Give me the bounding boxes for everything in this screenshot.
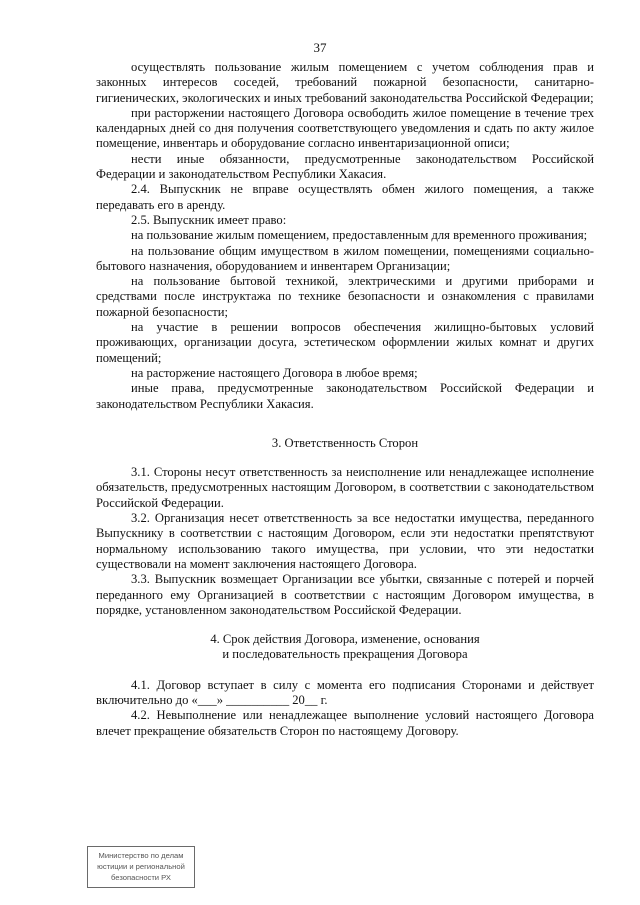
paragraph-2-5: 2.5. Выпускник имеет право: xyxy=(131,212,287,227)
paragraph-use-premises: осуществлять пользование жилым помещением с учетом соблюдения прав и законных интересов соседей, требований пожарной безопасности, санитарно-гигиенических, экологических и иных требований законодательства Российской Федерации; xyxy=(96,60,594,105)
paragraph-4-2: 4.2. Невыполнение или ненадлежащее выполнение условий настоящего Договора влечет прекращение обязательств Сторон по настоящему Договору. xyxy=(96,708,594,738)
right-termination: на расторжение настоящего Договора в любое время; xyxy=(131,365,418,380)
stamp-line-3: безопасности РХ xyxy=(111,873,171,882)
paragraph-3-2: 3.2. Организация несет ответственность за все недостатки имущества, переданного Выпускнику в соответствии с настоящим Договором, если эти недостатки препятствуют нормальному использованию такого имущества, при условии, что эти недостатки существовали на момент заключения настоящего Договора. xyxy=(96,511,594,571)
stamp-line-2: юстиции и региональной xyxy=(97,862,185,871)
right-participation: на участие в решении вопросов обеспечения жилищно-бытовых условий проживающих, организации досуга, эстетическом оформлении жилых комнат и других помещений; xyxy=(96,320,594,365)
paragraph-4-1: 4.1. Договор вступает в силу с момента его подписания Сторонами и действует включительно до «___» __________ 20__ г. xyxy=(96,677,594,707)
section-4-heading-line1: 4. Срок действия Договора, изменение, основания xyxy=(210,632,480,647)
stamp-line-1: Министерство по делам xyxy=(98,851,184,860)
paragraph-vacate-premises: при расторжении настоящего Договора освободить жилое помещение в течение трех календарных дней со дня получения соответствующего уведомления и сдать по акту жилое помещение, инвентарь и оборудование согласно инвентаризационной описи; xyxy=(96,105,594,151)
paragraph-3-1: 3.1. Стороны несут ответственность за неисполнение или ненадлежащее исполнение обязательств, предусмотренных настоящим Договором, в соответствии с законодательством Российской Федерации. xyxy=(96,465,594,510)
right-use-premises: на пользование жилым помещением, предоставленным для временного проживания; xyxy=(131,228,588,243)
paragraph-3-3: 3.3. Выпускник возмещает Организации все убытки, связанные с потерей и порчей переданного ему Организацией в соответствии с настоящим Договором имущества, в порядке, установленном законодательством Российской Федерации. xyxy=(96,572,594,617)
paragraph-other-duties: нести иные обязанности, предусмотренные законодательством Российской Федерации и законодательством Республики Хакасия. xyxy=(96,151,594,182)
right-other: иные права, предусмотренные законодательством Российской Федерации и законодательством Республики Хакасия. xyxy=(96,381,594,411)
section-4-heading-line2: и последовательность прекращения Договора xyxy=(222,647,468,662)
document-body xyxy=(96,60,594,739)
ministry-stamp xyxy=(87,846,195,888)
right-appliances: на пользование бытовой техникой, электрическими и другими приборами и средствами после инструктажа по технике безопасности и ознакомления с правилами пожарной безопасности; xyxy=(96,274,594,319)
paragraph-2-4: 2.4. Выпускник не вправе осуществлять обмен жилого помещения, а также передавать его в аренду. xyxy=(96,182,594,212)
section-3-heading: 3. Ответственность Сторон xyxy=(271,435,419,450)
right-common-property: на пользование общим имуществом в жилом помещении, помещениями социально-бытового назначения, оборудованием и инвентарем Организации; xyxy=(96,243,594,273)
page-number: 37 xyxy=(313,40,327,55)
